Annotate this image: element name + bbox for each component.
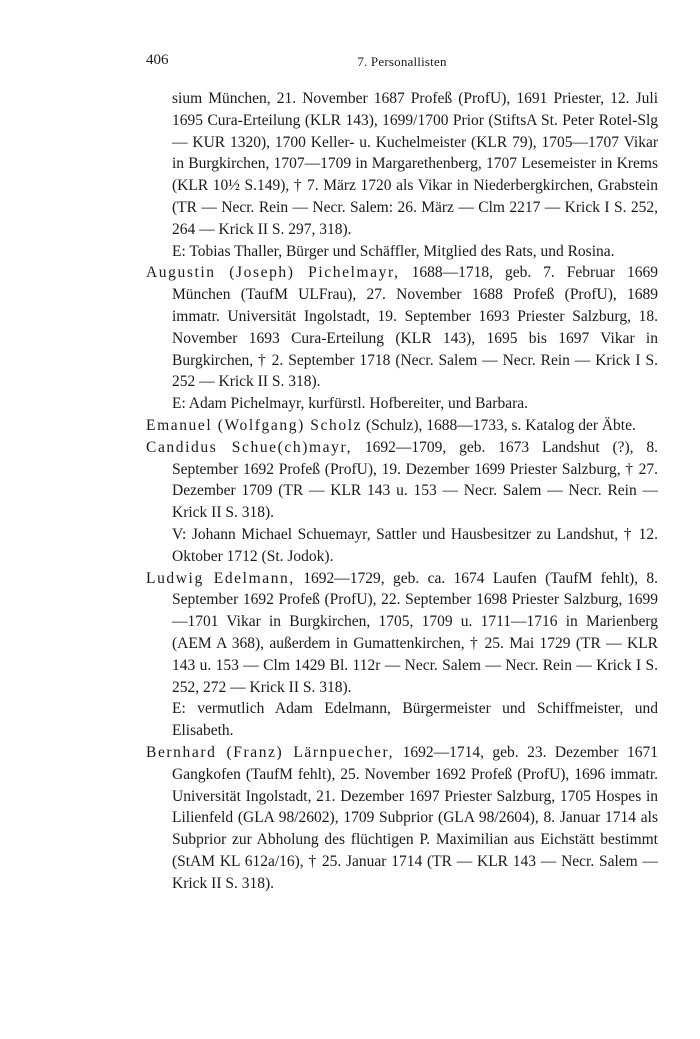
entry-text: 1692—1709, geb. 1673 Landshut (?), 8. September 1692 Profeß (ProfU), 19. Dezember 1699 Priester Salzburg, † 27. Dezember 1709 (TR — KLR 143 u. 153 — Necr. Salem — Necr. Rein — Krick II S. 318). [172, 438, 658, 522]
entry-pichelmayr [146, 262, 658, 415]
entry-text: sium München, 21. November 1687 Profeß (ProfU), 1691 Priester, 12. Juli 1695 Cura-Erteilung (KLR 143), 1699/1700 Prior (StiftsA St. Peter Rotel-Slg — KUR 1320), 1700 Keller- u. Kuchelmeister (KLR 79), 1705—1707 Vikar in Burgkirchen, 1707—1709 in Margarethenberg, 1707 Lesemeister in Krems (KLR 10½ S.149), † 7. März 1720 als Vikar in Niederbergkirchen, Grabstein (TR — Necr. Rein — Necr. Salem: 26. März — Clm 2217 — Krick I S. 252, 264 — Krick II S. 297, 318). [172, 90, 658, 238]
entry-note: V: Johann Michael Schuemayr, Sattler und Hausbesitzer zu Landshut, † 12. Oktober 1712 (St. Jodok). [172, 525, 658, 565]
entry-text: 1692—1714, geb. 23. Dezember 1671 Gangkofen (TaufM fehlt), 25. November 1692 Profeß (ProfU), 1696 immatr. Universität Ingolstadt, 21. Dezember 1697 Priester Salzburg, 1705 Hospes in Lilienfeld (GLA 98/2602), 1709 Subprior (GLA 98/2604), 8. Januar 1714 als Subprior zur Abholung des flüchtigen P. Maximilian aus Eichstätt bestimmt (StAM KL 612a/16), † 25. Januar 1714 (TR — KLR 143 — Necr. Salem — Krick II S. 318). [172, 743, 658, 892]
entry-name: Augustin (Joseph) Pichelmayr, [146, 264, 400, 282]
entry-name: Ludwig Edelmann, [146, 569, 295, 587]
entry-note: E: vermutlich Adam Edelmann, Bürgermeister und Schiffmeister, und Elisabeth. [172, 700, 658, 740]
entry-name: Emanuel (Wolfgang) Scholz [146, 416, 363, 434]
page-number: 406 [146, 52, 169, 68]
entry-schuemayr [146, 437, 658, 568]
page-header [146, 52, 658, 78]
entry-scholz [146, 415, 658, 437]
body-text [146, 88, 658, 894]
entry-continuation [146, 88, 658, 262]
entry-laernpuecher [146, 742, 658, 895]
entry-text: 1692—1729, geb. ca. 1674 Laufen (TaufM fehlt), 8. September 1692 Profeß (ProfU), 22. September 1698 Priester Salzburg, 1699—1701 Vikar in Burgkirchen, 1705, 1709 u. 1711—1716 in Marienberg (AEM A 368), außerdem in Gumattenkirchen, † 25. Mai 1729 (TR — KLR 143 u. 153 — Clm 1429 Bl. 112r — Necr. Salem — Necr. Rein — Krick I S. 252, 272 — Krick II S. 318). [172, 569, 659, 696]
entry-note: E: Tobias Thaller, Bürger und Schäffler, Mitglied des Rats, und Rosina. [172, 242, 615, 260]
entry-name: Candidus Schue(ch)mayr, [146, 438, 353, 456]
entry-note: E: Adam Pichelmayr, kurfürstl. Hofbereiter, und Barbara. [172, 395, 529, 413]
entry-text: (Schulz), 1688—1733, s. Katalog der Äbte. [365, 416, 636, 434]
running-head: 7. Personallisten [357, 54, 447, 69]
entry-text: 1688—1718, geb. 7. Februar 1669 München (TaufM ULFrau), 27. November 1688 Profeß (ProfU), 1689 immatr. Universität Ingolstadt, 19. September 1693 Priester Salzburg, 18. November 1693 Cura-Erteilung (KLR 143), 1695 bis 1697 Vikar in Burgkirchen, † 2. September 1718 (Necr. Salem — Necr. Rein — Krick I S. 252 — Krick II S. 318). [172, 264, 658, 391]
entry-edelmann [146, 568, 658, 742]
entry-name: Bernhard (Franz) Lärnpuecher, [146, 743, 395, 761]
